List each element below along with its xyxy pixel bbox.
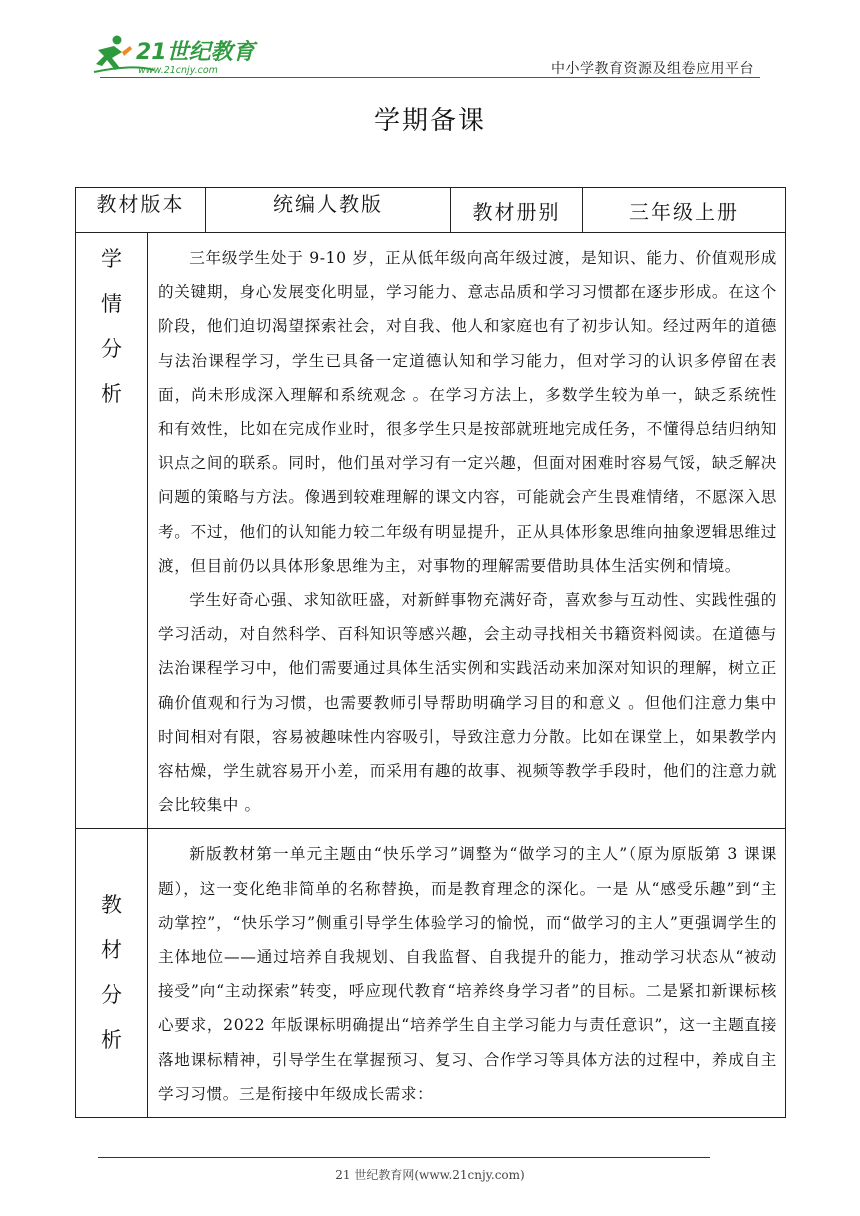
edition-label: 教材版本: [76, 188, 206, 233]
student-analysis-content: [148, 233, 786, 829]
volume-value: 三年级上册: [629, 199, 739, 224]
paragraph: 新版教材第一单元主题由“快乐学习”调整为“做学习的主人”（原为原版第 3 课课题），这一变化绝非简单的名称替换，而是教育理念的深化。一是 从“感受乐趣”到“主动掌控”，“快乐学习”侧重引导学生体验学习的愉悦，而“做学习的主人”更强调学生的主体地位——通过培养自我规划、自我监督、自我提升的能力，推动学习状态从“被动接受”向“主动探索”转变，呼应现代教育“培养终身学习者”的目标。二是紧扣新课标核心要求，2022 年版课标明确提出“培养学生自主学习能力与责任意识”，这一主题直接落地课标精神，引导学生在掌握预习、复习、合作学习等具体方法的过程中，养成自主学习习惯。三是衔接中年级成长需求：: [158, 845, 777, 1103]
page-title: 学期备课: [373, 106, 486, 136]
student-analysis-label: 学 情 分 析: [76, 233, 148, 829]
page-header: [0, 0, 860, 80]
paragraph: 三年级学生处于 9-10 岁，正从低年级向高年级过渡，是知识、能力、价值观形成的关键期，身心发展变化明显，学习能力、意志品质和学习习惯都在逐步形成。在这个阶段，他们迫切渴望探索社会，对自我、他人和家庭也有了初步认知。经过两年的道德与法治课程学习，学生已具备一定道德认知和学习能力，但对学习的认识多停留在表面，尚未形成深入理解和系统观念 。在学习方法上，多数学生较为单一，缺乏系统性和有效性，比如在完成作业时，很多学生只是按部就班地完成任务，不懂得总结归纳知识点之间的联系。同时，他们虽对学习有一定兴趣，但面对困难时容易气馁，缺乏解决问题的策略与方法。像遇到较难理解的课文内容，可能就会产生畏难情绪，不愿深入思考。不过，他们的认知能力较二年级有明显提升，正从具体形象思维向抽象逻辑思维过渡，但目前仍以具体形象思维为主，对事物的理解需要借助具体生活实例和情境。: [158, 249, 777, 575]
lesson-plan-table: [75, 187, 786, 1118]
table-header-row: [76, 188, 786, 233]
textbook-analysis-row: [76, 829, 786, 1118]
student-analysis-row: [76, 233, 786, 829]
volume-label: 教材册别: [451, 188, 583, 232]
logo-url: www.21cnjy.com: [138, 65, 218, 76]
platform-name: 中小学教育资源及组卷应用平台: [551, 61, 754, 77]
header-divider: [100, 77, 760, 78]
footer-source[interactable]: 21 世纪教育网(www.21cnjy.com): [335, 1168, 525, 1182]
site-logo[interactable]: [92, 34, 262, 76]
edition-value: 统编人教版: [206, 188, 451, 233]
paragraph: 学生好奇心强、求知欲旺盛，对新鲜事物充满好奇，喜欢参与互动性、实践性强的学习活动，对自然科学、百科知识等感兴趣，会主动寻找相关书籍资料阅读。在道德与法治课程学习中，他们需要通过具体生活实例和实践活动来加深对知识的理解，树立正确价值观和行为习惯，也需要教师引导帮助明确学习目的和意义 。但他们注意力集中时间相对有限，容易被趣味性内容吸引，导致注意力分散。比如在课堂上，如果教学内容枯燥，学生就容易开小差，而采用有趣的故事、视频等教学手段时，他们的注意力就会比较集中 。: [158, 591, 777, 815]
textbook-analysis-content: [148, 829, 786, 1118]
textbook-analysis-label: 教 材 分 析: [76, 829, 148, 1118]
footer-divider: [98, 1157, 710, 1158]
runner-logo-icon: [92, 34, 262, 76]
logo-text: 21世纪教育: [136, 40, 255, 65]
